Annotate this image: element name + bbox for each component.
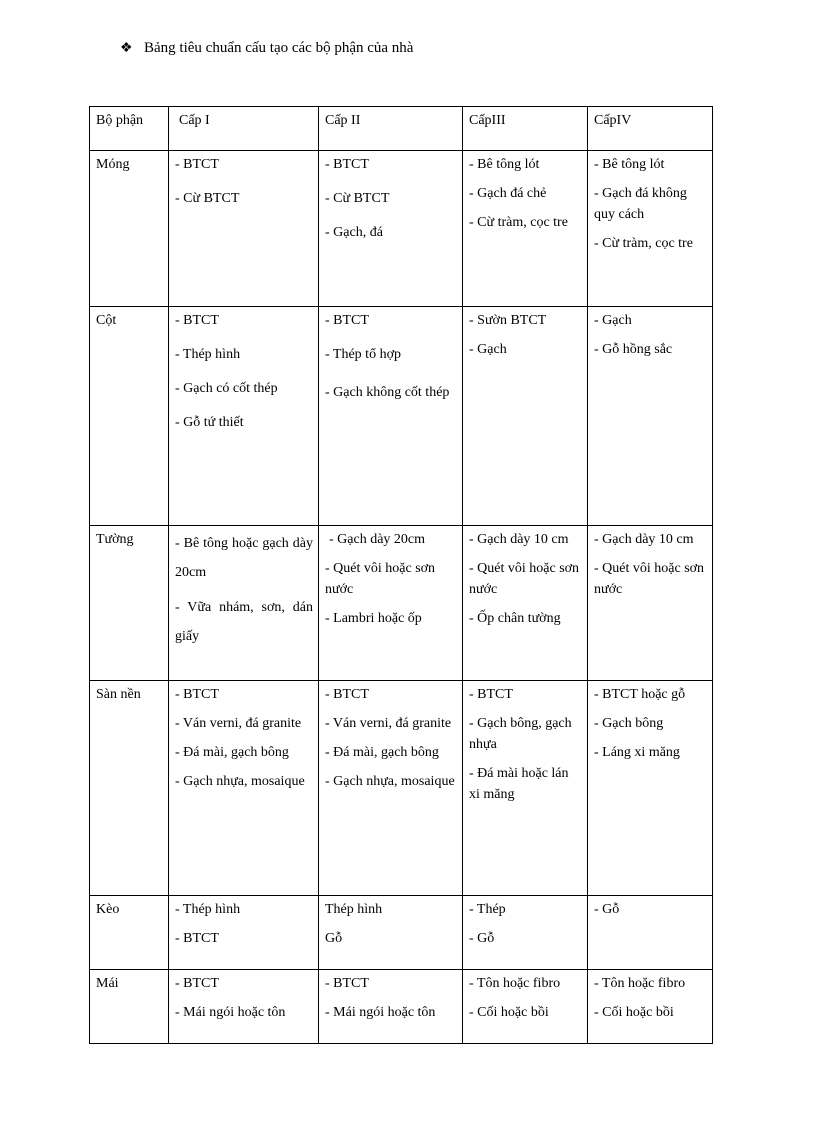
construction-standards-table	[89, 106, 713, 1044]
cell-cap-2: - BTCT - Cừ BTCT - Gạch, đá	[319, 151, 463, 307]
table-row	[90, 307, 713, 526]
cell-cap-3: - Bê tông lót - Gạch đá chẻ - Cừ tràm, cọc tre	[463, 151, 588, 307]
table-row	[90, 526, 713, 681]
cell-cap-4: - Gạch dày 10 cm - Quét vôi hoặc sơn nước	[588, 526, 713, 681]
cell-cap-3: - Sườn BTCT - Gạch	[463, 307, 588, 526]
table-row	[90, 151, 713, 307]
header-cap-4: CấpIV	[588, 107, 713, 151]
cell-cap-4: - Gỗ	[588, 896, 713, 970]
row-part-label: Sàn nền	[90, 681, 169, 896]
cell-cap-3: - Thép - Gỗ	[463, 896, 588, 970]
header-bo-phan: Bộ phận	[90, 107, 169, 151]
row-part-label: Mái	[90, 970, 169, 1044]
row-part-label: Móng	[90, 151, 169, 307]
cell-cap-3: - Gạch dày 10 cm - Quét vôi hoặc sơn nước - Ốp chân tường	[463, 526, 588, 681]
cell-cap-4: - BTCT hoặc gỗ - Gạch bông - Láng xi măng	[588, 681, 713, 896]
table-row	[90, 681, 713, 896]
diamond-bullet-icon: ❖	[120, 41, 133, 56]
cell-cap-2: - BTCT - Mái ngói hoặc tôn	[319, 970, 463, 1044]
cell-cap-4: - Bê tông lót - Gạch đá không quy cách - Cừ tràm, cọc tre	[588, 151, 713, 307]
row-part-label: Cột	[90, 307, 169, 526]
cell-cap-1: - BTCT - Cừ BTCT	[169, 151, 319, 307]
header-cap-1: Cấp I	[169, 107, 319, 151]
page-heading	[120, 38, 413, 59]
table-header-row	[90, 107, 713, 151]
cell-cap-2: - BTCT - Thép tổ hợp - Gạch không cốt thép	[319, 307, 463, 526]
cell-cap-1: - BTCT - Thép hình - Gạch có cốt thép - Gỗ tứ thiết	[169, 307, 319, 526]
cell-cap-1: - Bê tông hoặc gạch dày 20cm - Vữa nhám, sơn, dán giấy	[169, 526, 319, 681]
cell-cap-4: - Gạch - Gỗ hồng sắc	[588, 307, 713, 526]
table-row	[90, 970, 713, 1044]
header-cap-3: CấpIII	[463, 107, 588, 151]
cell-cap-4: - Tôn hoặc fibro - Cối hoặc bồi	[588, 970, 713, 1044]
heading-text: Bảng tiêu chuẩn cấu tạo các bộ phận của nhà	[144, 40, 414, 56]
cell-cap-2: - BTCT - Ván verni, đá granite - Đá mài, gạch bông - Gạch nhựa, mosaique	[319, 681, 463, 896]
cell-cap-1: - Thép hình - BTCT	[169, 896, 319, 970]
cell-cap-1: - BTCT - Ván verni, đá granite - Đá mài, gạch bông - Gạch nhựa, mosaique	[169, 681, 319, 896]
row-part-label: Tường	[90, 526, 169, 681]
header-cap-2: Cấp II	[319, 107, 463, 151]
row-part-label: Kèo	[90, 896, 169, 970]
cell-cap-3: - Tôn hoặc fibro - Cối hoặc bồi	[463, 970, 588, 1044]
cell-cap-1: - BTCT - Mái ngói hoặc tôn	[169, 970, 319, 1044]
table-row	[90, 896, 713, 970]
cell-cap-2: Thép hình Gỗ	[319, 896, 463, 970]
cell-cap-2: - Gạch dày 20cm - Quét vôi hoặc sơn nước - Lambri hoặc ốp	[319, 526, 463, 681]
cell-cap-3: - BTCT - Gạch bông, gạch nhựa - Đá mài hoặc lán xi măng	[463, 681, 588, 896]
